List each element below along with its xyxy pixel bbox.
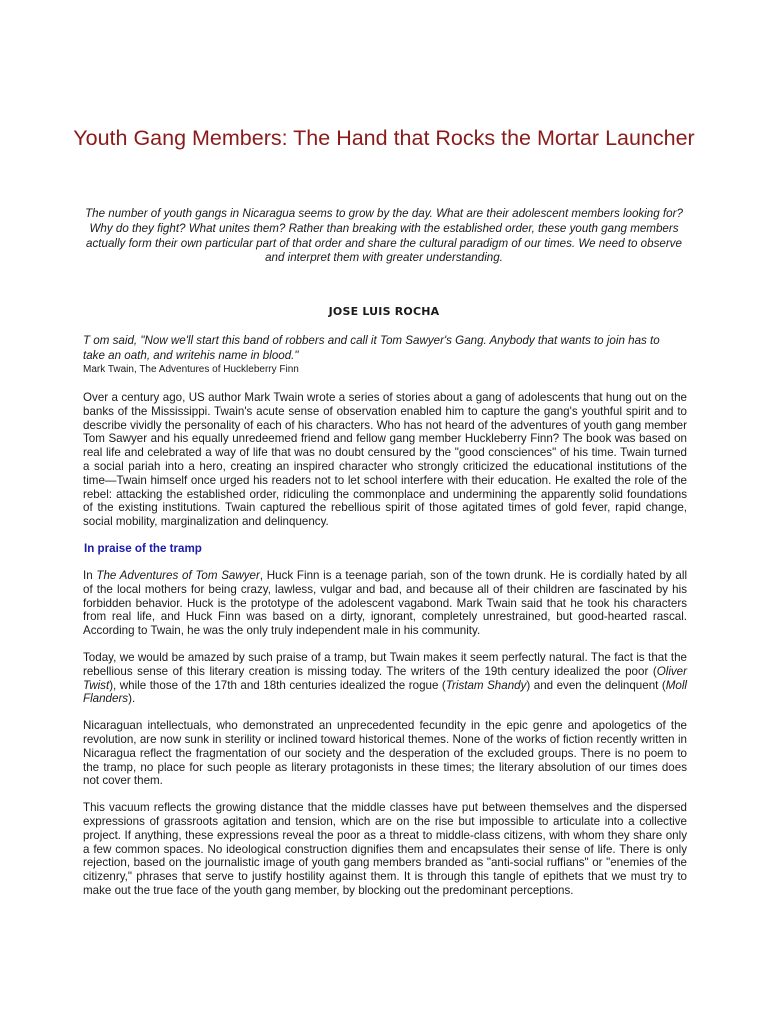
book-title-moll-flanders: Moll Flanders	[83, 678, 687, 706]
paragraph-2	[83, 569, 687, 638]
paragraph-3	[83, 651, 687, 706]
paragraph-4: Nicaraguan intellectuals, who demonstrated an unprecedented fecundity in the epic genre and apologetics of the revolution, are now sunk in sterility or inclined toward historical themes. None of the works of fiction recently written in Nicaragua reflect the fragmentation of our society and the desperation of the excluded groups. There is no poem to the tramp, no place for such people as literary protagonists in these times; the literary absolution of our times does not cover them.	[83, 719, 687, 788]
article-body	[83, 391, 687, 911]
article-abstract: The number of youth gangs in Nicaragua seems to grow by the day. What are their adolescent members looking for? Why do they fight? What unites them? Rather than breaking with the established order, these youth gang members actually form their own particular part of that order and share the cultural paradigm of our times. We need to observe and interpret them with greater understanding.	[85, 207, 683, 265]
paragraph-3-text-b: ), while those of the 17th and 18th centuries idealized the rogue (	[109, 678, 446, 692]
book-title-tristam-shandy: Tristam Shandy	[445, 678, 527, 692]
paragraph-1: Over a century ago, US author Mark Twain wrote a series of stories about a gang of adolescents that hung out on the banks of the Mississippi. Twain's acute sense of observation enabled him to capture the gang's youthful spirit and to describe vividly the personality of each of his characters. Who has not heard of the adventures of youth gang member Tom Sawyer and his equally unredeemed friend and fellow gang member Huckleberry Finn? The book was based on real life and celebrated a way of life that was no doubt censured by the "good consciences" of his time. Twain turned a social pariah into a hero, creating an inspired character who strongly criticized the educational institutions of the time—Twain himself once urged his readers not to let school interfere with their education. He exalted the role of the rebel: attacking the established order, ridiculing the commonplace and undermining the apparently solid foundations of the existing institutions. Twain captured the rebellious spirit of those agitated times of gold fever, rapid change, social mobility, marginalization and delinquency.	[83, 391, 687, 529]
paragraph-5: This vacuum reflects the growing distance that the middle classes have put between themselves and the dispersed expressions of grassroots agitation and tension, which are on the rise but impossible to articulate into a collective project. If anything, these expressions reveal the poor as a threat to middle-class citizens, with whom they share only a few common spaces. No ideological construction dignifies them and encapsulates their sense of life. There is only rejection, based on the journalistic image of youth gang members branded as "anti-social ruffians" or "enemies of the citizenry," phrases that serve to justify hostility against them. It is through this tangle of epithets that we must try to make out the true face of the youth gang member, by blocking out the predominant perceptions.	[83, 801, 687, 897]
book-title-tom-sawyer: The Adventures of Tom Sawyer	[96, 568, 260, 582]
paragraph-2-text-b: , Huck Finn is a teenage pariah, son of the town drunk. He is cordially hated by all of the local mothers for being crazy, lawless, vulgar and bad, and because all of their children are fascinated by his forbidden behavior. Huck is the prototype of the adolescent vagabond. Mark Twain said that he took his characters from real life, and Huck Finn was based on a dirty, ignorant, completely unrestrained, but good-hearted rascal. According to Twain, he was the only truly independent male in his community.	[83, 568, 688, 638]
article-title: Youth Gang Members: The Hand that Rocks the Mortar Launcher	[73, 126, 695, 150]
paragraph-2-text-a: In	[83, 568, 97, 582]
book-title-oliver-twist: Oliver Twist	[83, 664, 687, 692]
section-heading: In praise of the tramp	[84, 541, 202, 555]
paragraph-3-text-c: ) and even the delinquent (	[526, 678, 666, 692]
epigraph-quote: T om said, "Now we'll start this band of robbers and call it Tom Sawyer's Gang. Anybody that wants to join has to take an oath, and writehis name in blood."	[83, 334, 660, 362]
paragraph-3-text-d: ).	[128, 692, 136, 706]
epigraph-source: Mark Twain, The Adventures of Huckleberry Finn	[83, 363, 299, 375]
article-author: JOSE LUIS ROCHA	[328, 305, 440, 318]
paragraph-3-text-a: Today, we would be amazed by such praise of a tramp, but Twain makes it seem perfectly natural. The fact is that the rebellious sense of this literary creation is missing today. The writers of the 19th century idealized the poor (	[83, 650, 687, 678]
epigraph	[83, 334, 683, 376]
